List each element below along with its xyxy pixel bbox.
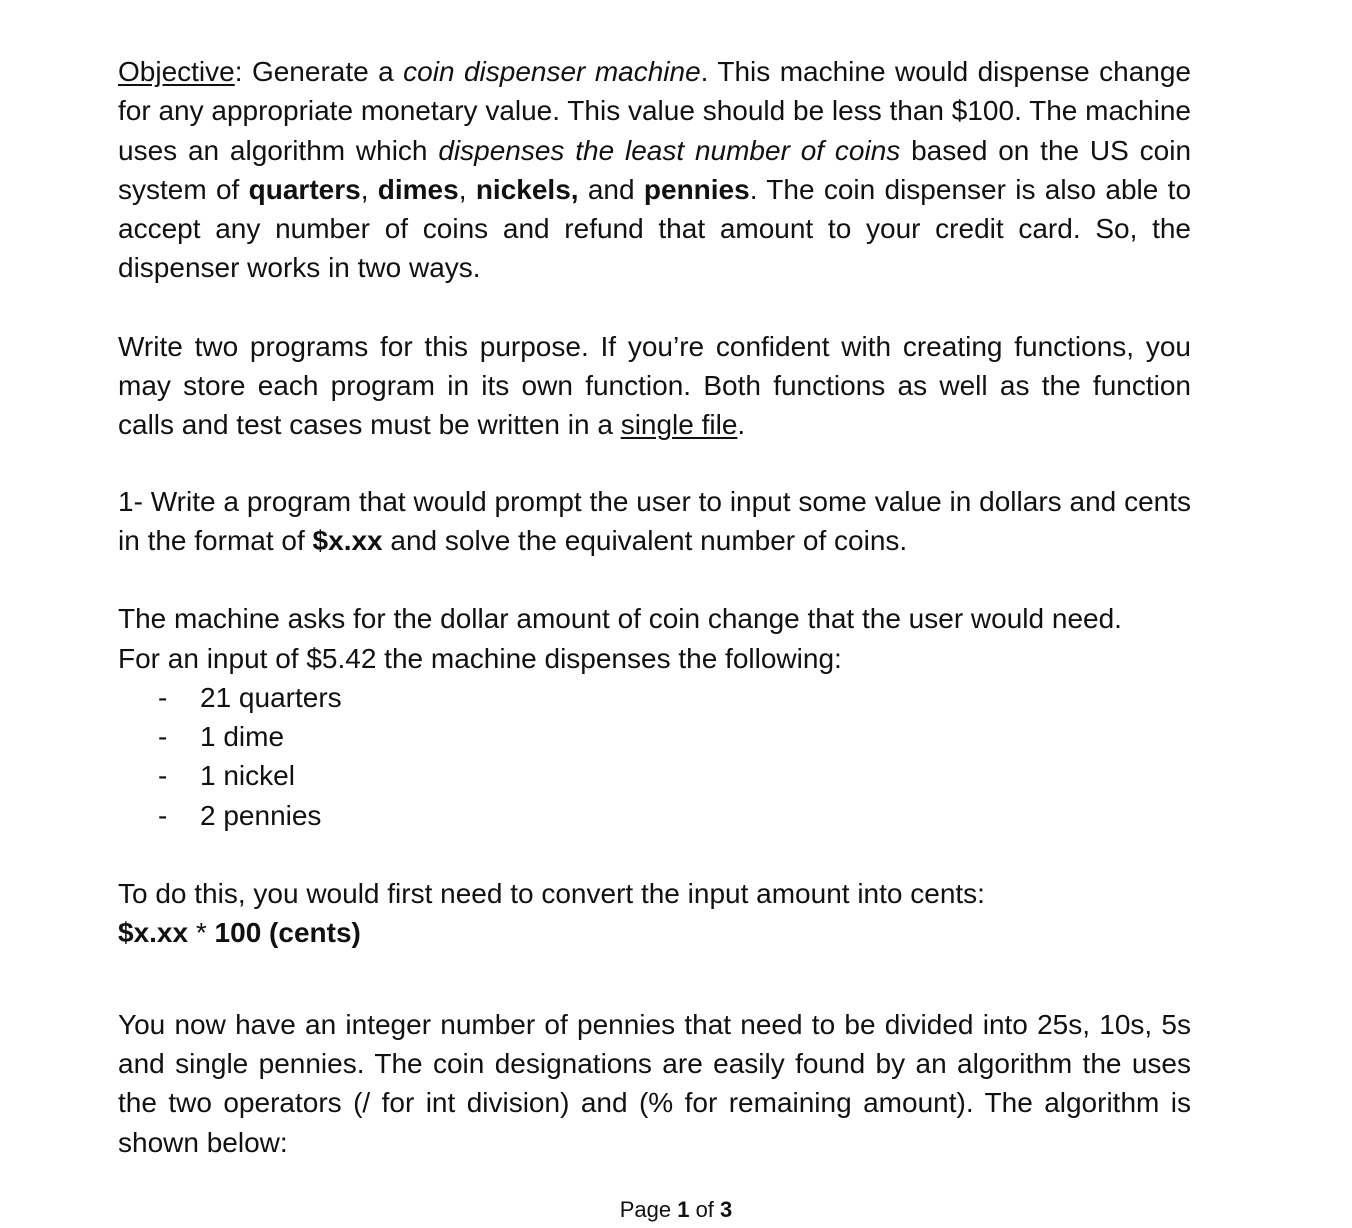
text-run: . xyxy=(737,409,746,441)
text-run: 1- Write a program that would prompt the user to input some value in dollars and cents in the format of xyxy=(118,485,1191,556)
text-run: Write two programs for this purpose. If you’re confident with creating functions, you may store each program in its own function. Both functions as well as the function calls and test cases must be written in a xyxy=(118,330,1191,441)
document-body xyxy=(118,52,1191,1162)
page-word: Page xyxy=(619,1197,678,1222)
example-line-1: The machine asks for the dollar amount of coin change that the user would need. xyxy=(118,603,1122,635)
spacer xyxy=(118,953,1191,1005)
algorithm-paragraph: You now have an integer number of pennies that need to be divided into 25s, 10s, 5s and single pennies. The coin designations are easily found by an algorithm the uses the two operators (/ for int division) and (% for remaining amount). The algorithm is shown below: xyxy=(118,1008,1191,1158)
text-run: and xyxy=(578,173,644,205)
current-page-number: 1 xyxy=(677,1197,690,1222)
text-run: , xyxy=(360,173,378,205)
text-run: . The coin dispenser is also able to accept any number of coins and refund that amount to your credit card. So, the dispenser works in two ways. xyxy=(118,173,1192,284)
objective-paragraph xyxy=(118,52,1191,288)
list-item-text: 1 nickel xyxy=(200,760,295,792)
spacer xyxy=(118,835,1191,874)
task-one-paragraph xyxy=(118,482,1191,561)
of-word: of xyxy=(689,1197,721,1222)
list-dash: - xyxy=(158,721,168,753)
bold-pennies: pennies xyxy=(643,173,750,205)
formula-line xyxy=(118,913,1191,952)
text-run: , xyxy=(458,173,476,205)
list-item-text: 2 pennies xyxy=(200,799,322,831)
list-dash: - xyxy=(158,799,168,831)
emphasis-least-coins: dispenses the least number of coins xyxy=(438,134,901,166)
bold-dimes: dimes xyxy=(377,173,459,205)
bold-nickels: nickels, xyxy=(475,173,579,205)
text-run: based on the US coin system of xyxy=(118,134,1192,205)
example-line-2: For an input of $5.42 the machine dispenses the following: xyxy=(118,642,842,674)
dispense-list xyxy=(118,678,1191,835)
single-file-underlined: single file xyxy=(620,409,738,441)
bold-format: $x.xx xyxy=(312,524,383,556)
emphasis-coin-dispenser: coin dispenser machine xyxy=(403,56,701,87)
formula-cents: 100 (cents) xyxy=(214,917,361,949)
total-pages-number: 3 xyxy=(720,1197,733,1222)
list-item xyxy=(118,796,1191,835)
text-run: : Generate a xyxy=(234,56,404,87)
text-run: and solve the equivalent number of coins. xyxy=(382,524,908,556)
list-item xyxy=(118,756,1191,795)
text-run: . This machine would dispense change for any appropriate monetary value. This value should be less than $100. The machine uses an algorithm which xyxy=(118,56,1191,166)
convert-line: To do this, you would first need to convert the input amount into cents: xyxy=(118,878,985,910)
list-item-text: 1 dime xyxy=(200,721,285,753)
spacer xyxy=(118,560,1191,599)
list-dash: - xyxy=(158,681,168,713)
bold-quarters: quarters xyxy=(248,173,361,205)
spacer xyxy=(118,445,1191,482)
formula-operator: * xyxy=(188,917,215,949)
list-item xyxy=(118,678,1191,717)
spacer xyxy=(118,288,1191,327)
list-item-text: 21 quarters xyxy=(200,681,342,713)
page-footer xyxy=(0,1195,1352,1225)
objective-label: Objective xyxy=(118,56,235,87)
list-item xyxy=(118,717,1191,756)
list-dash: - xyxy=(158,760,168,792)
formula-dollars: $x.xx xyxy=(118,917,189,949)
programs-paragraph xyxy=(118,327,1191,445)
